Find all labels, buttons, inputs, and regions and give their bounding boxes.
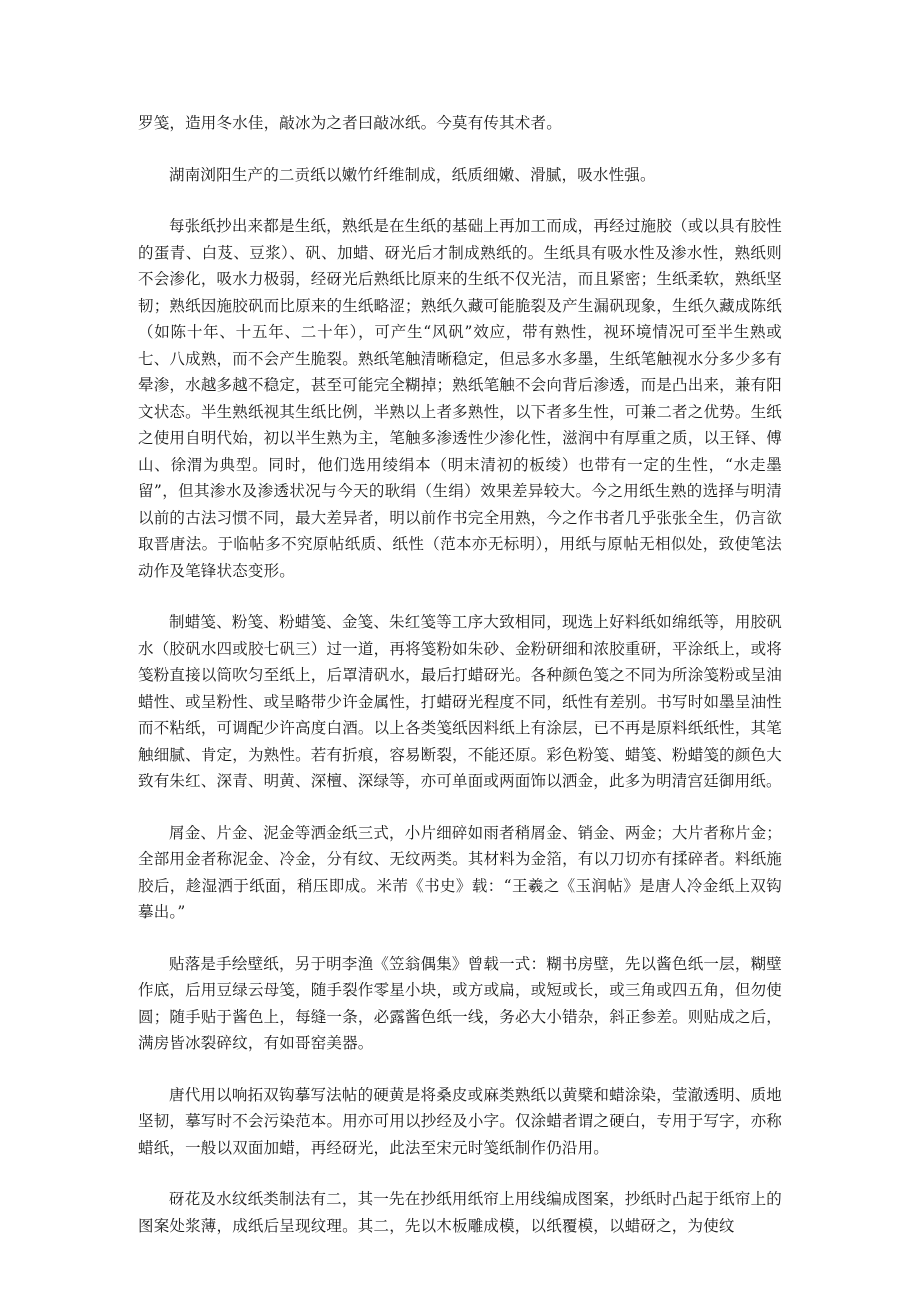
paragraph-hard-yellow-paper: 唐代用以响拓双钩摹写法帖的硬黄是将桑皮或麻类熟纸以黄檗和蜡涂染，莹澈透明、质地坚韧，摹写时不会污染范本。用亦可用以抄经及小字。仅涂蜡者谓之硬白，专用于写字，亦称蜡纸，一般以双面加蜡，再经砑光，此法至宋元时笺纸制作仍沿用。	[138, 1085, 782, 1157]
document-body	[138, 110, 782, 1239]
paragraph-continuation: 罗笺，造用冬水佳，敲冰为之者曰敲冰纸。今莫有传其术者。	[138, 114, 562, 132]
paragraph-gold-flecked-paper: 屑金、片金、泥金等洒金纸三式，小片细碎如雨者稍屑金、销金、两金；大片者称片金；全部用金者称泥金、冷金，分有纹、无纹两类。其材料为金箔，有以刀切亦有揉碎者。料纸施胶后，趁湿洒于纸面，稍压即成。米芾《书史》载：“王羲之《玉润帖》是唐人冷金纸上双钩摹出。”	[138, 823, 782, 921]
paragraph-wallpaper: 贴落是手绘壁纸，另于明李渔《笠翁偶集》曾载一式：糊书房壁，先以酱色纸一层，糊壁作底，后用豆绿云母笺，随手裂作零星小块，或方或扁，或短或长，或三角或四五角，但勿使圆；随手贴于酱色上，每缝一条，必露酱色纸一线，务必大小错杂，斜正参差。则贴成之后，满房皆冰裂碎纹，有如哥窑美器。	[138, 954, 782, 1052]
paragraph-embossed-watermark-paper: 砑花及水纹纸类制法有二，其一先在抄纸用纸帘上用线编成图案，抄纸时凸起于纸帘上的图案处浆薄，成纸后呈现纹理。其二，先以木板雕成模，以纸覆模，以蜡砑之，为使纹	[138, 1190, 782, 1235]
paragraph-wax-and-powder-paper: 制蜡笺、粉笺、粉蜡笺、金笺、朱红笺等工序大致相同，现选上好料纸如绵纸等，用胶矾水（胶矾水四或胶七矾三）过一道，再将笺粉如朱砂、金粉研细和浓胶重研，平涂纸上，或将笺粉直接以筒吹匀至纸上，后罩清矾水，最后打蜡砑光。各种颜色笺之不同为所涂笺粉或呈油蜡性、或呈粉性、或呈略带少许金属性，打蜡砑光程度不同，纸性有差别。书写时如墨呈油性而不粘纸，可调配少许高度白酒。以上各类笺纸因料纸上有涂层，已不再是原料纸纸性，其笔触细腻、肯定，为熟性。若有折痕，容易断裂，不能还原。彩色粉笺、蜡笺、粉蜡笺的颜色大致有朱红、深青、明黄、深檀、深绿等，亦可单面或两面饰以洒金，此多为明清宫廷御用纸。	[138, 613, 782, 790]
paragraph-raw-and-cooked-paper: 每张纸抄出来都是生纸，熟纸是在生纸的基础上再加工而成，再经过施胶（或以具有胶性的蛋青、白芨、豆浆）、矾、加蜡、砑光后才制成熟纸的。生纸具有吸水性及渗水性，熟纸则不会渗化，吸水力极弱，经砑光后熟纸比原来的生纸不仅光洁，而且紧密；生纸柔软，熟纸坚韧；熟纸因施胶矾而比原来的生纸略涩；熟纸久藏可能脆裂及产生漏矾现象，生纸久藏成陈纸（如陈十年、十五年、二十年），可产生“风矾”效应，带有熟性，视环境情况可至半生熟或七、八成熟，而不会产生脆裂。熟纸笔触清晰稳定，但忌多水多墨，生纸笔触视水分多少多有晕渗，水越多越不稳定，甚至可能完全糊掉；熟纸笔触不会向背后渗透，而是凸出来，兼有阳文状态。半生熟纸视其生纸比例，半熟以上者多熟性，以下者多生性，可兼二者之优势。生纸之使用自明代始，初以半生熟为主，笔触多渗透性少渗化性，滋润中有厚重之质，以王铎、傅山、徐渭为典型。同时，他们选用绫绢本（明末清初的板绫）也带有一定的生性，“水走墨留”，但其渗水及渗透状况与今天的耿绢（生绢）效果差异较大。今之用纸生熟的选择与明清以前的古法习惯不同，最大差异者，明以前作书完全用熟，今之作书者几乎张张全生，仍言欲取晋唐法。于临帖多不究原帖纸质、纸性（范本亦无标明），用纸与原帖无相似处，致使笔法动作及笔锋状态变形。	[138, 217, 782, 580]
paragraph-liuyang-paper: 湖南浏阳生产的二贡纸以嫩竹纤维制成，纸质细嫩、滑腻，吸水性强。	[169, 165, 656, 184]
